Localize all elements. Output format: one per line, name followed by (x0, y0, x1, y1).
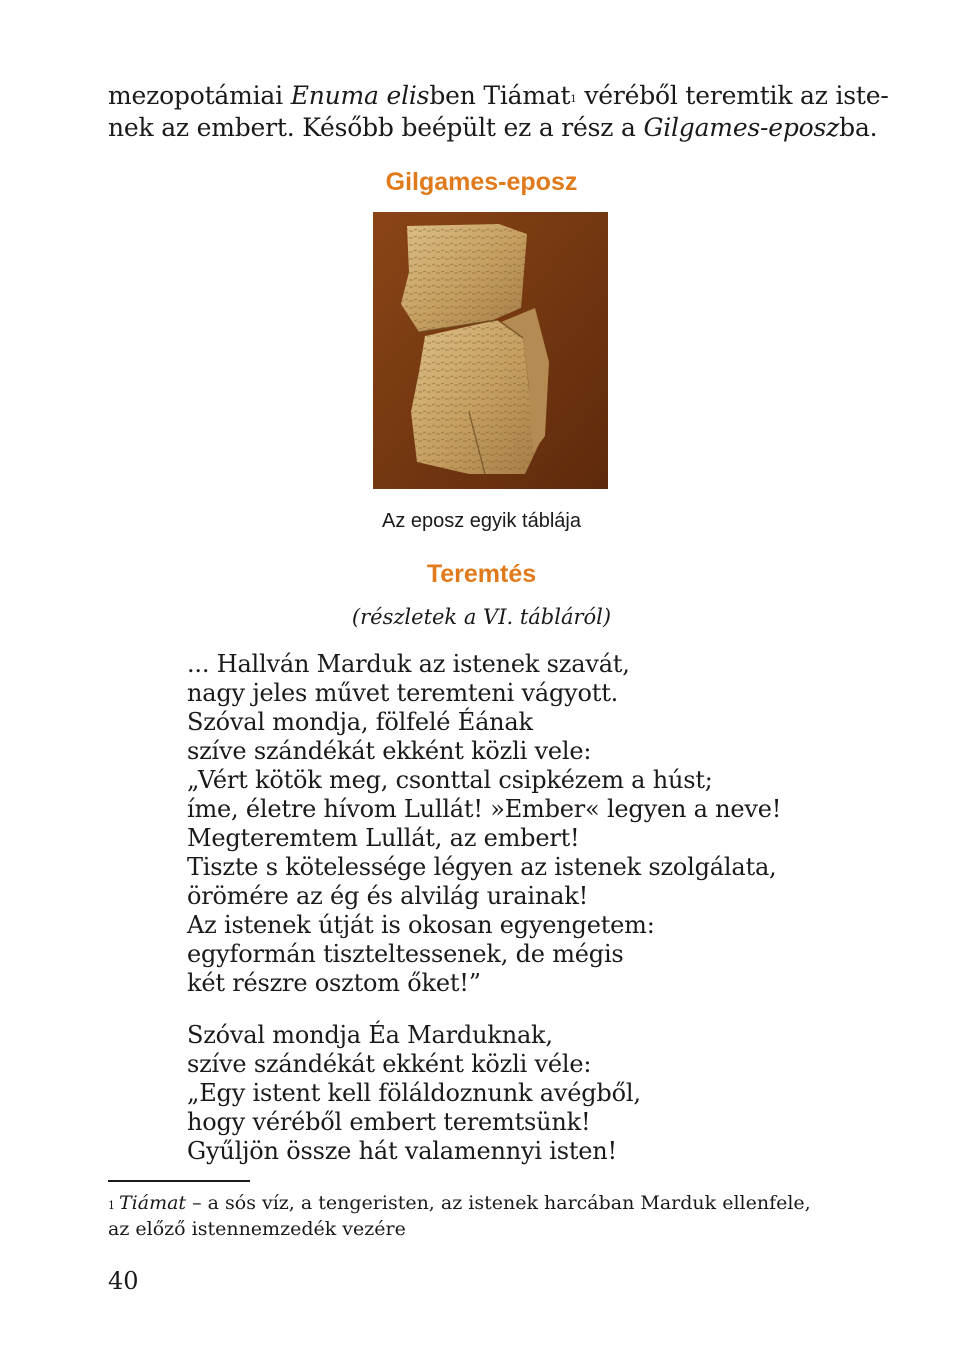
page-number: 40 (108, 1267, 139, 1295)
poem-line: két részre osztom őket!” (187, 969, 481, 997)
intro-text: nek az embert. Később beépült ez a rész a (108, 113, 644, 142)
poem-line: szíve szándékát ekként közli vele: (187, 737, 592, 765)
poem-stanza-1 (187, 650, 827, 998)
intro-italic-title: Enuma elis (290, 81, 430, 110)
poem-line: Megteremtem Lullát, az embert! (187, 824, 580, 852)
tablet-illustration (373, 212, 608, 489)
poem-heading: Teremtés (426, 560, 537, 588)
poem-line: örömére az ég és alvilág urainak! (187, 882, 589, 910)
poem-line: szíve szándékát ekként közli véle: (187, 1050, 592, 1078)
footnote-text: – a sós víz, a tengeristen, az istenek harcában Marduk ellenfele, (186, 1192, 811, 1214)
poem-line: ... Hallván Marduk az istenek szavát, (187, 650, 630, 678)
poem-line: íme, életre hívom Lullát! »Ember« legyen a neve! (187, 795, 782, 823)
poem-line: Tiszte s kötelessége légyen az istenek szolgálata, (187, 853, 777, 881)
intro-line-2 (108, 112, 878, 144)
poem-line: nagy jeles művet teremteni vágyott. (187, 679, 619, 707)
intro-italic-title: Gilgames-eposz (643, 113, 840, 142)
poem-line: Gyűljön össze hát valamennyi isten! (187, 1137, 617, 1165)
intro-line-1 (108, 80, 889, 112)
intro-text: mezopotámiai (108, 81, 291, 110)
intro-paragraph (108, 80, 889, 144)
poem-subtitle: (részletek a VI. tábláról) (351, 605, 612, 629)
footnote-number: 1 (108, 1199, 115, 1212)
footnote (108, 1190, 878, 1242)
footnote-divider (108, 1180, 250, 1182)
footnote-line-1 (108, 1190, 878, 1216)
clay-tablet-image (373, 212, 608, 489)
intro-text: véréből teremtik az iste- (576, 81, 889, 110)
poem-line: hogy véréből embert teremtsünk! (187, 1108, 591, 1136)
intro-text: ben Tiámat (429, 81, 571, 110)
poem-stanza-2 (187, 1021, 827, 1166)
poem-line: egyformán tiszteltessenek, de mégis (187, 940, 624, 968)
image-caption: Az eposz egyik táblája (381, 510, 581, 532)
footnote-term: Tiámat (119, 1192, 187, 1214)
poem-line: „Vért kötök meg, csonttal csipkézem a húst; (187, 766, 713, 794)
poem-line: Szóval mondja, fölfelé Éának (187, 708, 533, 736)
poem-line: Szóval mondja Éa Marduknak, (187, 1021, 553, 1049)
footnote-reference[interactable]: 1 (570, 94, 577, 105)
section-heading: Gilgames-eposz (385, 168, 578, 196)
intro-text: ba. (839, 113, 878, 142)
poem-line: „Egy istent kell föláldoznunk avégből, (187, 1079, 641, 1107)
footnote-line-2: az előző istennemzedék vezére (108, 1218, 406, 1240)
poem-line: Az istenek útját is okosan egyengetem: (187, 911, 655, 939)
